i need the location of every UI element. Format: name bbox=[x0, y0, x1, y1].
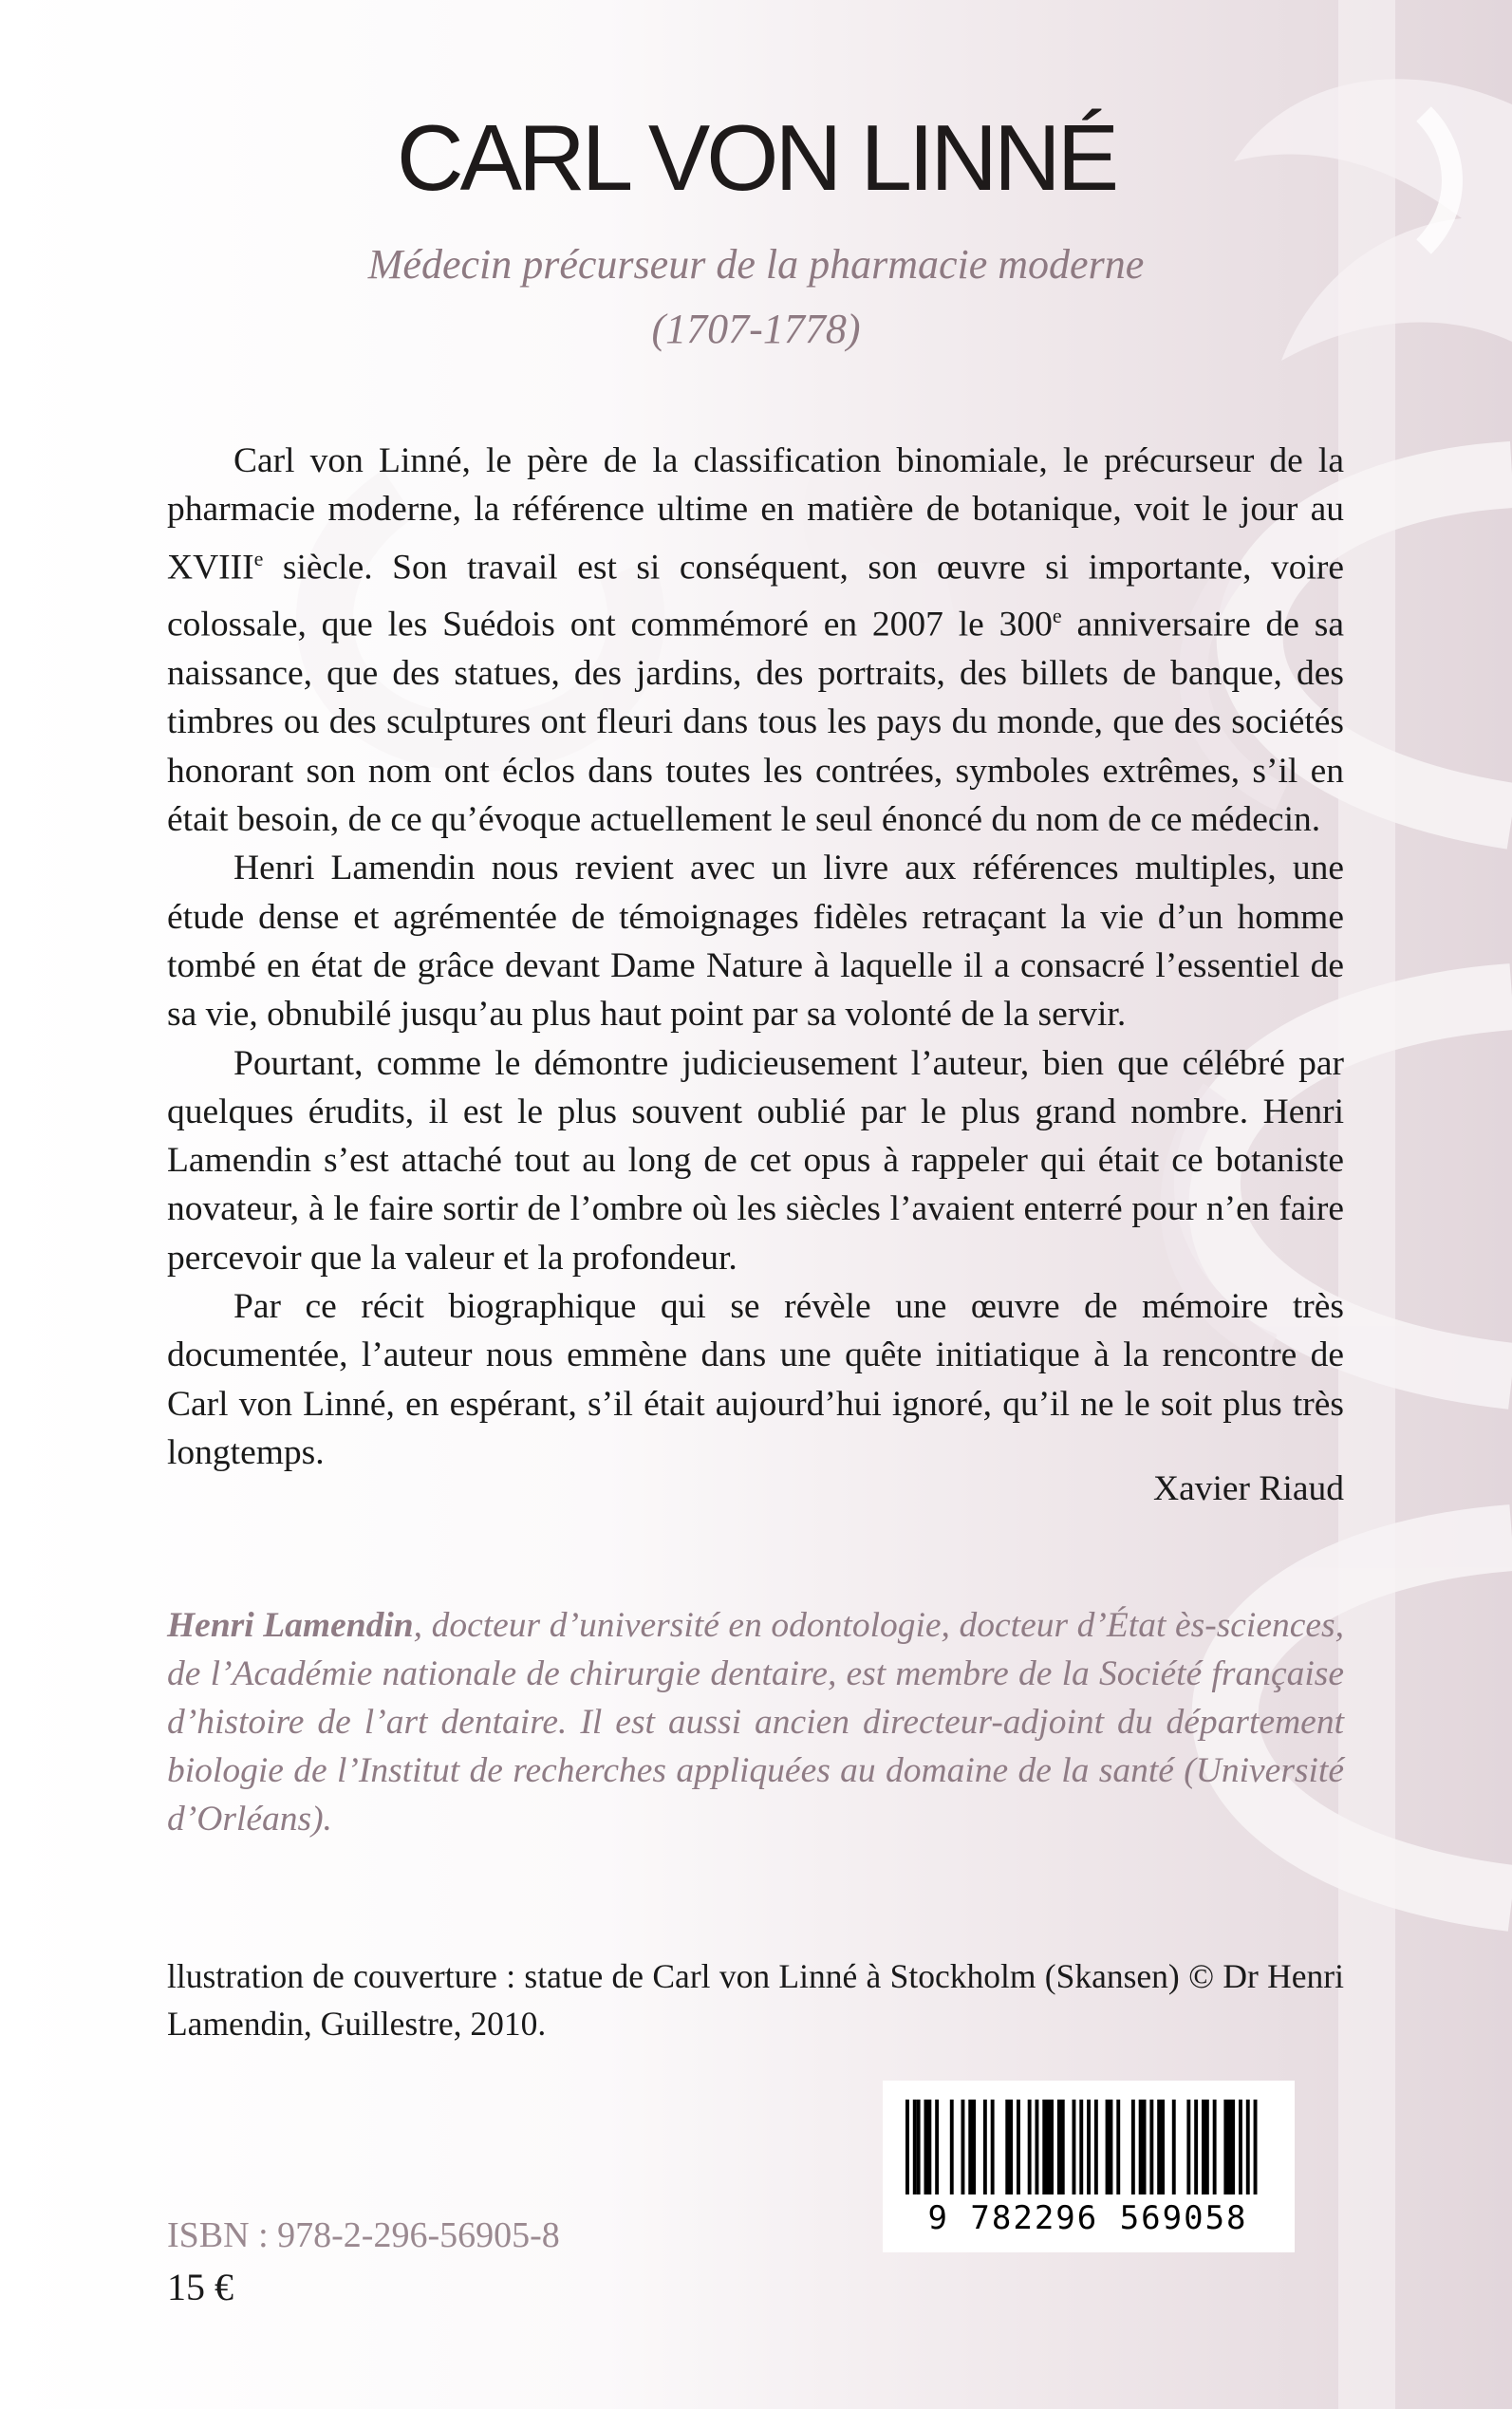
blurb-paragraph-1 bbox=[167, 437, 1344, 844]
book-subtitle bbox=[0, 233, 1512, 362]
barcode-bar bbox=[1186, 2100, 1190, 2194]
barcode-bar bbox=[1079, 2100, 1083, 2194]
superscript: e bbox=[253, 546, 264, 570]
barcode-bar bbox=[1194, 2100, 1198, 2194]
barcode-bar bbox=[913, 2100, 917, 2194]
cover-illustration-credit: llustration de couverture : statue de Carl von Linné à Stockholm (Skansen) © Dr Henri Lamendin, Guillestre, 2010. bbox=[167, 1957, 1344, 2043]
author-bio-text: , docteur d’université en odontologie, docteur d’État ès-sciences, de l’Académie nationale de chirurgie dentaire, est membre de la Société française d’histoire de l’art dentaire. Il est aussi ancien directeur-adjoint du département biologie de l’Institut de recherches appliquées au domaine de la santé (Université d’Orléans). bbox=[167, 1606, 1345, 1839]
barcode-bar bbox=[1131, 2100, 1135, 2194]
barcode-bar bbox=[924, 2100, 932, 2194]
barcode-bar bbox=[1172, 2100, 1176, 2194]
back-cover-blurb bbox=[167, 437, 1344, 1477]
blurb-text: siècle. Son travail est si conséquent, son œuvre si importante, voire colossale, que les Suédois ont commémoré en 2007 le 300 bbox=[167, 548, 1344, 644]
barcode-bar bbox=[1017, 2100, 1020, 2194]
barcode-bar bbox=[983, 2100, 987, 2194]
barcode-bar bbox=[1213, 2100, 1217, 2194]
barcode-bar bbox=[1005, 2100, 1013, 2194]
barcode-bar bbox=[1223, 2100, 1235, 2194]
price: 15 € bbox=[167, 2266, 233, 2308]
blurb-text: anniversaire de sa naissance, que des statues, des jardins, des portraits, des billets de banque, des timbres ou des sculptures ont fleuri dans tous les pays du monde, que des sociétés honorant son nom ont éclos dans toutes les contrées, symboles extrêmes, s’il en était besoin, de ce qu’évoque actuellement le seul énoncé du nom de ce médecin. bbox=[167, 605, 1344, 840]
barcode-bar bbox=[991, 2100, 995, 2194]
subtitle-dates: (1707-1778) bbox=[651, 306, 861, 352]
barcode-bar bbox=[1028, 2100, 1032, 2194]
barcode bbox=[883, 2081, 1295, 2252]
barcode-bar bbox=[968, 2100, 976, 2194]
author-bio bbox=[167, 1601, 1344, 1843]
subtitle-line: Médecin précurseur de la pharmacie moderne bbox=[367, 241, 1145, 288]
blurb-text: Carl von Linné, le père de la classification binomiale, le précurseur de la pharmacie moderne, la référence ultime en matière de botanique, voit le jour au XVIII bbox=[167, 441, 1344, 588]
barcode-bar bbox=[905, 2100, 909, 2194]
blurb-signature: Xavier Riaud bbox=[1153, 1469, 1344, 1508]
superscript: e bbox=[1052, 604, 1062, 628]
author-name: Henri Lamendin bbox=[167, 1606, 414, 1645]
barcode-bar bbox=[1116, 2100, 1120, 2194]
barcode-bar bbox=[1042, 2100, 1054, 2194]
barcode-bar bbox=[1139, 2100, 1147, 2194]
barcode-bar bbox=[1246, 2100, 1250, 2194]
barcode-bar bbox=[1106, 2100, 1113, 2194]
barcode-bar bbox=[950, 2100, 954, 2194]
barcode-bar bbox=[935, 2100, 939, 2194]
barcode-bar bbox=[1239, 2100, 1242, 2194]
barcode-bar bbox=[1202, 2100, 1209, 2194]
barcode-bar bbox=[1087, 2100, 1091, 2194]
barcode-bar bbox=[1073, 2100, 1076, 2194]
blurb-paragraph-2: Henri Lamendin nous revient avec un livre aux références multiples, une étude dense et agrémentée de témoignages fidèles retraçant la vie d’un homme tombé en état de grâce devant Dame Nature à laquelle il a consacré l’essentiel de sa vie, obnubilé jusqu’au plus haut point par sa volonté de la servir. bbox=[167, 849, 1344, 1035]
barcode-bar bbox=[1149, 2100, 1153, 2194]
barcode-bar bbox=[917, 2100, 921, 2194]
barcode-bar bbox=[1057, 2100, 1065, 2194]
blurb-paragraph-3: Pourtant, comme le démontre judicieusement l’auteur, bien que célébré par quelques érudits, il est le plus souvent oublié par le plus grand nombre. Henri Lamendin s’est attaché tout au long de cet opus à rappeler qui était ce botaniste novateur, à le faire sortir de l’ombre où les siècles l’avaient enterré pour n’en faire percevoir que la valeur et la profondeur. bbox=[167, 1043, 1344, 1278]
barcode-bar bbox=[1036, 2100, 1039, 2194]
barcode-bar bbox=[1094, 2100, 1098, 2194]
barcode-bar bbox=[1254, 2100, 1258, 2194]
barcode-bar bbox=[961, 2100, 965, 2194]
book-title: CARL VON LINNÉ bbox=[396, 105, 1116, 210]
blurb-paragraph-4: Par ce récit biographique qui se révèle une œuvre de mémoire très documentée, l’auteur nous emmène dans une quête initiatique à la rencontre de Carl von Linné, en espérant, s’il était aujourd’hui ignoré, qu’il ne le soit plus très longtemps. bbox=[167, 1287, 1344, 1472]
barcode-bars bbox=[898, 2100, 1278, 2232]
barcode-number: 9 782296 569058 bbox=[927, 2199, 1248, 2232]
isbn-number: ISBN : 978-2-296-56905-8 bbox=[167, 2215, 560, 2255]
barcode-bar bbox=[1157, 2100, 1165, 2194]
